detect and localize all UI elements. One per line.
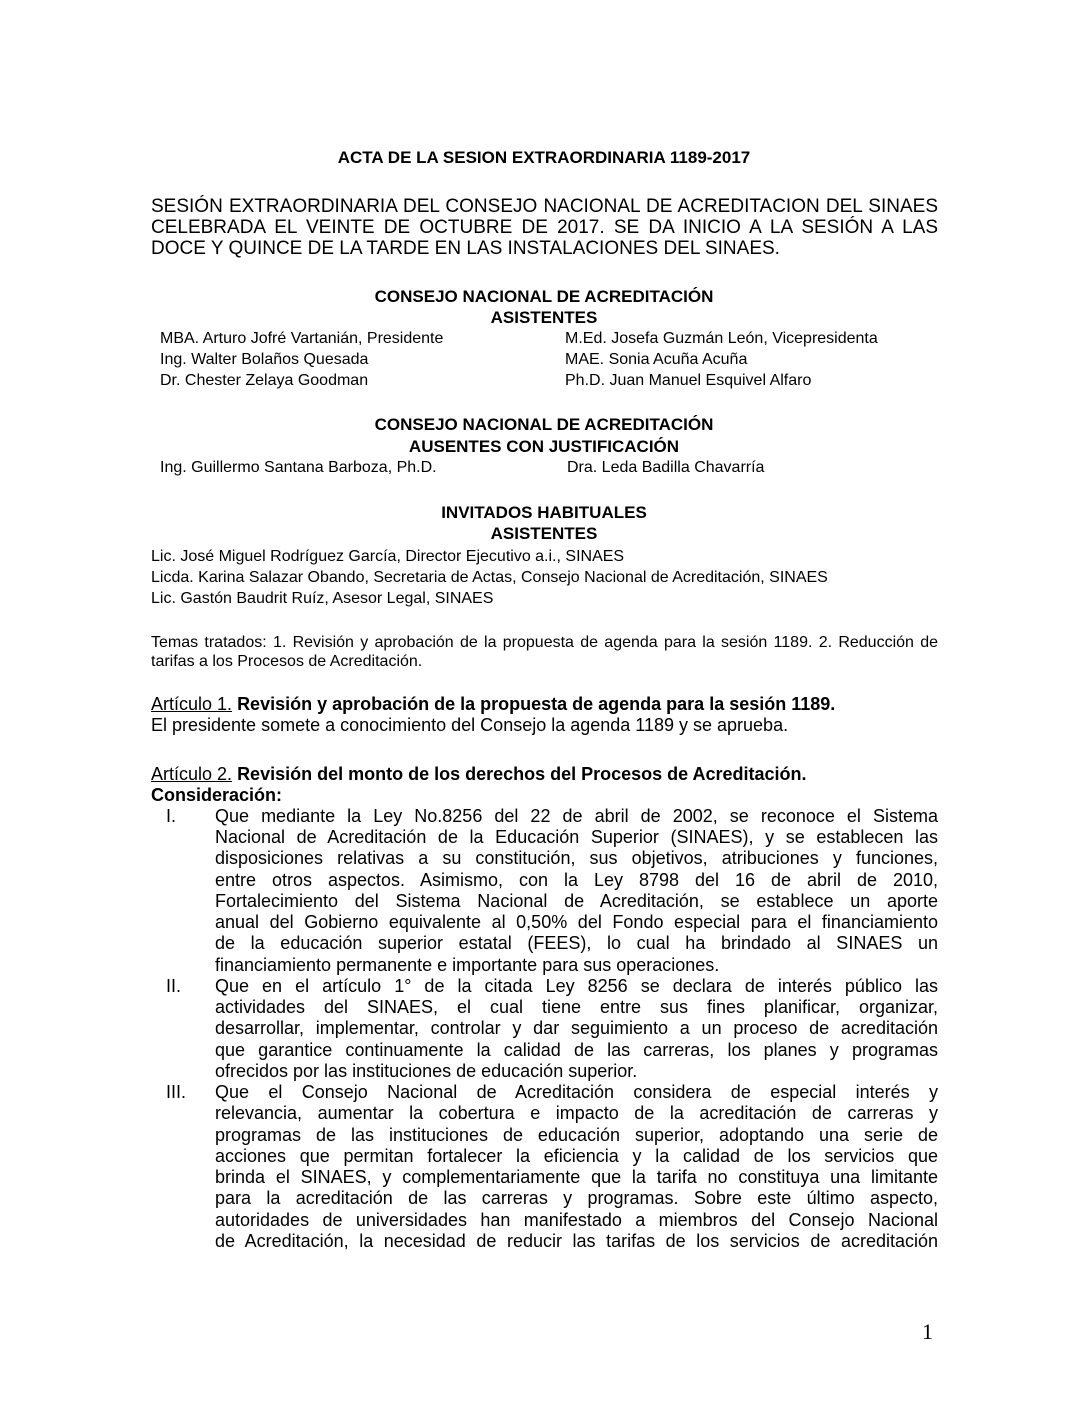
item-line: acciones que permitan fortalecer la eficiencia y la calidad de los servicios que — [215, 1146, 938, 1166]
attendee-name: Ph.D. Juan Manuel Esquivel Alfaro — [565, 372, 812, 389]
attendees-subheading: ASISTENTES — [490, 308, 598, 327]
article-1-label: Artículo 1. — [151, 694, 233, 714]
session-intro: SESIÓN EXTRAORDINARIA DEL CONSEJO NACIONAL DE ACREDITACION DEL SINAES CELEBRADA EL VEINTE DE OCTUBRE DE 2017. SE DA INICIO A LA SESIÓN A LAS DOCE Y QUINCE DE LA TARDE EN LAS INSTALACIONES DEL SINAES. — [151, 196, 938, 259]
item-line: Nacional de Acreditación de la Educación Superior (SINAES), y se establecen las — [215, 827, 938, 847]
item-line: financiamiento permanente e importante para sus operaciones. — [215, 955, 720, 975]
item-line: entre otros aspectos. Asimismo, con la Ley 8798 del 16 de abril de 2010, — [215, 870, 938, 890]
item-line: de la educación superior estatal (FEES), lo cual ha brindado al SINAES un — [215, 933, 938, 953]
absent-name: Ing. Guillermo Santana Barboza, Ph.D. — [160, 459, 437, 476]
page-number: 1 — [922, 1319, 933, 1344]
item-number: II. — [166, 976, 182, 996]
item-line: desarrollar, implementar, controlar y dar seguimiento a un proceso de acreditación — [215, 1018, 938, 1038]
absent-name: Dra. Leda Badilla Chavarría — [567, 459, 765, 476]
item-line: Que el Consejo Nacional de Acreditación considera de especial interés y — [215, 1082, 938, 1102]
guest-line: Licda. Karina Salazar Obando, Secretaria de Actas, Consejo Nacional de Acreditación, SINAES — [151, 569, 828, 586]
item-line: de Acreditación, la necesidad de reducir las tarifas de los servicios de acreditación — [215, 1231, 938, 1251]
attendees-heading: CONSEJO NACIONAL DE ACREDITACIÓN — [374, 287, 714, 306]
guests-heading: INVITADOS HABITUALES — [441, 503, 647, 522]
item-line: para la acreditación de las carreras y programas. Sobre este último aspecto, — [215, 1188, 938, 1208]
attendee-name: Dr. Chester Zelaya Goodman — [160, 372, 369, 389]
guests-subheading: ASISTENTES — [490, 524, 598, 543]
item-line: autoridades de universidades han manifestado a miembros del Consejo Nacional — [215, 1210, 938, 1230]
attendee-name: MAE. Sonia Acuña Acuña — [565, 351, 748, 368]
attendee-name: Ing. Walter Bolaños Quesada — [160, 351, 369, 368]
item-line: Que en el artículo 1° de la citada Ley 8256 se declara de interés público las — [215, 976, 938, 996]
article-1-heading — [151, 694, 941, 715]
article-1-title: Revisión y aprobación de la propuesta de agenda para la sesión 1189. — [237, 694, 836, 714]
attendee-name: M.Ed. Josefa Guzmán León, Vicepresidenta — [565, 330, 878, 347]
item-number: III. — [166, 1082, 187, 1102]
article-2-label: Artículo 2. — [151, 764, 233, 784]
item-line: actividades del SINAES, el cual tiene entre sus fines planificar, organizar, — [215, 997, 938, 1017]
item-line: programas de las instituciones de educación superior, adoptando una serie de — [215, 1125, 938, 1145]
article-1-body: El presidente somete a conocimiento del Consejo la agenda 1189 y se aprueba. — [151, 715, 789, 735]
document-title: ACTA DE LA SESION EXTRAORDINARIA 1189-2017 — [337, 148, 751, 167]
item-line: relevancia, aumentar la cobertura e impacto de la acreditación de carreras y — [215, 1103, 938, 1123]
article-2-heading — [151, 764, 941, 785]
absent-heading: CONSEJO NACIONAL DE ACREDITACIÓN — [374, 415, 714, 434]
item-line: Que mediante la Ley No.8256 del 22 de abril de 2002, se reconoce el Sistema — [215, 806, 938, 826]
attendee-name: MBA. Arturo Jofré Vartanián, Presidente — [160, 330, 444, 347]
item-line: Fortalecimiento del Sistema Nacional de Acreditación, se establece un aporte — [215, 891, 938, 911]
item-number: I. — [166, 806, 177, 826]
item-line: brinda el SINAES, y complementariamente que la tarifa no constituya una limitante — [215, 1167, 938, 1187]
item-line: anual del Gobierno equivalente al 0,50% del Fondo especial para el financiamiento — [215, 912, 938, 932]
absent-subheading: AUSENTES CON JUSTIFICACIÓN — [408, 437, 680, 456]
item-line: que garantice continuamente la calidad de las carreras, los planes y programas — [215, 1040, 938, 1060]
article-2-title: Revisión del monto de los derechos del Procesos de Acreditación. — [237, 764, 807, 784]
item-line: ofrecidos por las instituciones de educación superior. — [215, 1061, 638, 1081]
consideration-heading: Consideración: — [151, 785, 283, 805]
guest-line: Lic. José Miguel Rodríguez García, Director Ejecutivo a.i., SINAES — [151, 548, 625, 565]
item-line: disposiciones relativas a su constitución, sus objetivos, atribuciones y funciones, — [215, 848, 938, 868]
guest-line: Lic. Gastón Baudrit Ruíz, Asesor Legal, SINAES — [151, 590, 494, 607]
topics-summary: Temas tratados: 1. Revisión y aprobación de la propuesta de agenda para la sesión 1189. 2. Reducción de tarifas a los Procesos de Acreditación. — [151, 634, 938, 670]
